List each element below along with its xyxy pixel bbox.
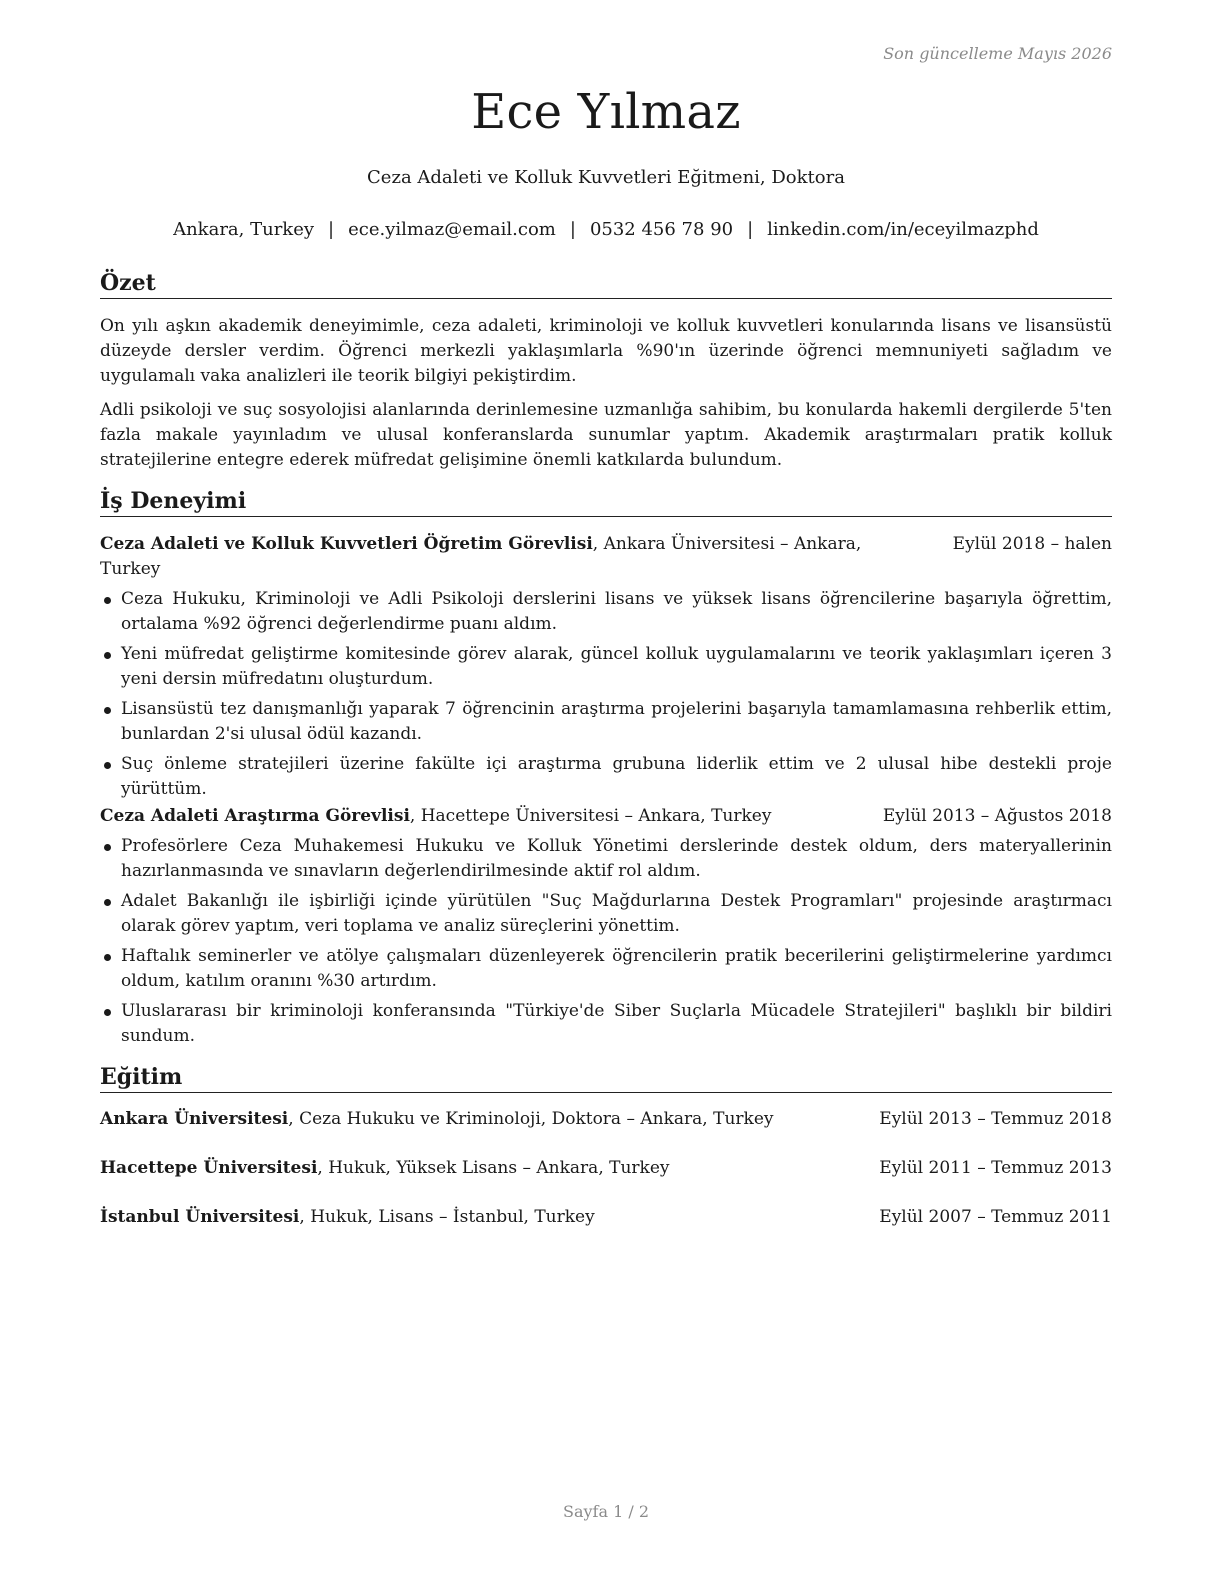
education-school: Ankara Üniversitesi bbox=[100, 1109, 289, 1129]
education-row bbox=[100, 1156, 1112, 1181]
job-header bbox=[100, 804, 1112, 829]
list-item: Yeni müfredat geliştirme komitesinde görev alarak, güncel kolluk uygulamalarını ve teorik yaklaşımları içeren 3 yeni dersin müfredatını oluşturdum. bbox=[100, 642, 1112, 692]
job-date: Eylül 2013 – Ağustos 2018 bbox=[882, 806, 1112, 826]
list-item: Profesörlere Ceza Muhakemesi Hukuku ve Kolluk Yönetimi derslerinde destek oldum, ders materyallerinin hazırlanmasında ve sınavların değerlendirilmesinde aktif rol aldım. bbox=[100, 834, 1112, 884]
education-row bbox=[100, 1205, 1112, 1230]
education-school: İstanbul Üniversitesi bbox=[100, 1207, 300, 1227]
contact-separator: | bbox=[747, 219, 754, 240]
job-organization: , Ankara Üniversitesi – Ankara, Turkey bbox=[100, 534, 862, 579]
last-updated: Son güncelleme Mayıs 2026 bbox=[883, 44, 1112, 63]
list-item: Uluslararası bir kriminoloji konferansında "Türkiye'de Siber Suçlarla Mücadele Stratejileri" başlıklı bir bildiri sundum. bbox=[100, 999, 1112, 1049]
education-school: Hacettepe Üniversitesi bbox=[100, 1158, 318, 1178]
section-title-education: Eğitim bbox=[100, 1064, 1112, 1093]
list-item: Suç önleme stratejileri üzerine fakülte içi araştırma grubuna liderlik ettim ve 2 ulusal hibe destekli proje yürüttüm. bbox=[100, 752, 1112, 802]
education-date: Eylül 2013 – Temmuz 2018 bbox=[879, 1109, 1112, 1129]
job-header bbox=[100, 532, 1112, 582]
education-date: Eylül 2011 – Temmuz 2013 bbox=[879, 1158, 1112, 1178]
education-detail: , Ceza Hukuku ve Kriminoloji, Doktora – Ankara, Turkey bbox=[288, 1109, 774, 1129]
education-detail: , Hukuk, Lisans – İstanbul, Turkey bbox=[299, 1207, 595, 1227]
list-item: Ceza Hukuku, Kriminoloji ve Adli Psikoloji derslerini lisans ve yüksek lisans öğrencilerine başarıyla öğrettim, ortalama %92 öğrenci değerlendirme puanı aldım. bbox=[100, 587, 1112, 637]
contact-phone: 0532 456 78 90 bbox=[589, 219, 734, 240]
contact-line bbox=[100, 219, 1112, 240]
candidate-name: Ece Yılmaz bbox=[471, 84, 741, 140]
job-role: Ceza Adaleti Araştırma Görevlisi bbox=[100, 806, 410, 826]
resume-page bbox=[100, 0, 1112, 1584]
education-row bbox=[100, 1107, 1112, 1132]
page-number: Sayfa 1 / 2 bbox=[562, 1502, 649, 1521]
contact-email[interactable]: ece.yilmaz@email.com bbox=[348, 219, 556, 240]
section-title-summary: Özet bbox=[100, 270, 1112, 299]
job-organization: , Hacettepe Üniversitesi – Ankara, Turkey bbox=[409, 806, 772, 826]
summary-paragraph: On yılı aşkın akademik deneyimimle, ceza adaleti, kriminoloji ve kolluk kuvvetleri konularında lisans ve lisansüstü düzeyde dersler verdim. Öğrenci merkezli yaklaşımlarla %90'ın üzerinde öğrenci memnuniyeti sağladım ve uygulamalı vaka analizleri ile teorik bilgiyi pekiştirdim. bbox=[100, 316, 1112, 386]
job-date: Eylül 2018 – halen bbox=[952, 534, 1112, 554]
education-date: Eylül 2007 – Temmuz 2011 bbox=[879, 1207, 1112, 1227]
education-detail: , Hukuk, Yüksek Lisans – Ankara, Turkey bbox=[317, 1158, 670, 1178]
contact-linkedin[interactable]: linkedin.com/in/eceyilmazphd bbox=[767, 219, 1039, 240]
list-item: Haftalık seminerler ve atölye çalışmaları düzenleyerek öğrencilerin pratik becerilerini geliştirmelerine yardımcı oldum, katılım oranını %30 artırdım. bbox=[100, 944, 1112, 994]
candidate-title: Ceza Adaleti ve Kolluk Kuvvetleri Eğitmeni, Doktora bbox=[367, 167, 845, 188]
contact-separator: | bbox=[328, 219, 335, 240]
contact-separator: | bbox=[569, 219, 576, 240]
contact-location: Ankara, Turkey bbox=[173, 219, 315, 240]
list-item: Lisansüstü tez danışmanlığı yaparak 7 öğrencinin araştırma projelerini başarıyla tamamlamasına rehberlik ettim, bunlardan 2'si ulusal ödül kazandı. bbox=[100, 697, 1112, 747]
section-title-experience: İş Deneyimi bbox=[100, 488, 1112, 517]
job-role: Ceza Adaleti ve Kolluk Kuvvetleri Öğretim Görevlisi bbox=[100, 534, 593, 554]
summary-paragraph: Adli psikoloji ve suç sosyolojisi alanlarında derinlemesine uzmanlığa sahibim, bu konularda hakemli dergilerde 5'ten fazla makale yayınladım ve ulusal konferanslarda sunumlar yaptım. Akademik araştırmaları pratik kolluk stratejilerine entegre ederek müfredat gelişimine önemli katkılarda bulundum. bbox=[100, 400, 1112, 470]
job-bullets bbox=[100, 834, 1112, 1054]
job-bullets bbox=[100, 587, 1112, 807]
list-item: Adalet Bakanlığı ile işbirliği içinde yürütülen "Suç Mağdurlarına Destek Programları" projesinde araştırmacı olarak görev yaptım, veri toplama ve analiz süreçlerini yönettim. bbox=[100, 889, 1112, 939]
